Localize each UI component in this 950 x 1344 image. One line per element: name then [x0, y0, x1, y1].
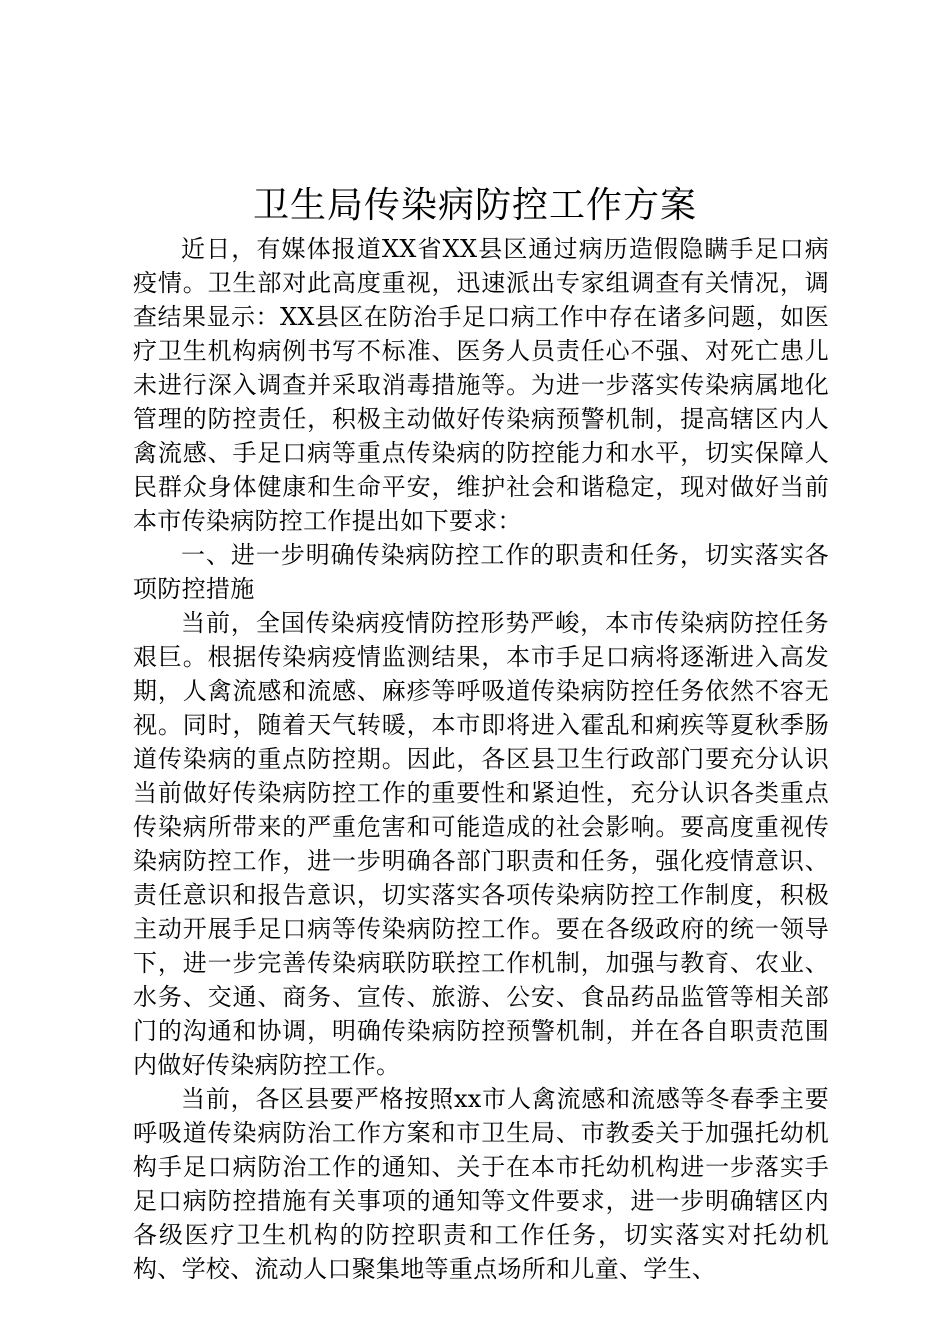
paragraph-situation: 当前，全国传染病疫情防控形势严峻，本市传染病防控任务艰巨。根据传染病疫情监测结果，本市手足口病将逐渐进入高发期，人禽流感和流感、麻疹等呼吸道传染病防控任务依然不容无视。同时，随着天气转暖，本市即将进入霍乱和痢疾等夏秋季肠道传染病的重点防控期。因此，各区县卫生行政部门要充分认识当前做好传染病防控工作的重要性和紧迫性，充分认识各类重点传染病所带来的严重危害和可能造成的社会影响。要高度重视传染病防控工作，进一步明确各部门职责和任务，强化疫情意识、责任意识和报告意识，切实落实各项传染病防控工作制度，积极主动开展手足口病等传染病防控工作。要在各级政府的统一领导下，进一步完善传染病联防联控工作机制，加强与教育、农业、水务、交通、商务、宣传、旅游、公安、食品药品监管等相关部门的沟通和协调，明确传染病防控预警机制，并在各自职责范围内做好传染病防控工作。: [133, 609, 829, 1079]
paragraph-intro: 近日，有媒体报道XX省XX县区通过病历造假隐瞒手足口病疫情。卫生部对此高度重视，迅速派出专家组调查有关情况，调查结果显示：XX县区在防治手足口病工作中存在诸多问题，如医疗卫生机构病例书写不标准、医务人员责任心不强、对死亡患儿未进行深入调查并采取消毒措施等。为进一步落实传染病属地化管理的防控责任，积极主动做好传染病预警机制，提高辖区内人禽流感、手足口病等重点传染病的防控能力和水平，切实保障人民群众身体健康和生命平安，维护社会和谐稳定，现对做好当前本市传染病防控工作提出如下要求：: [133, 235, 829, 535]
document-body: [133, 232, 829, 1286]
paragraph-requirements: 当前，各区县要严格按照xx市人禽流感和流感等冬春季主要呼吸道传染病防治工作方案和市卫生局、市教委关于加强托幼机构手足口病防治工作的通知、关于在本市托幼机构进一步落实手足口病防控措施有关事项的通知等文件要求，进一步明确辖区内各级医疗卫生机构的防控职责和工作任务，切实落实对托幼机构、学校、流动人口聚集地等重点场所和儿童、学生、: [133, 1085, 829, 1283]
section-heading-1: 一、进一步明确传染病防控工作的职责和任务，切实落实各项防控措施: [133, 541, 829, 603]
document-title: 卫生局传染病防控工作方案: [252, 185, 697, 226]
